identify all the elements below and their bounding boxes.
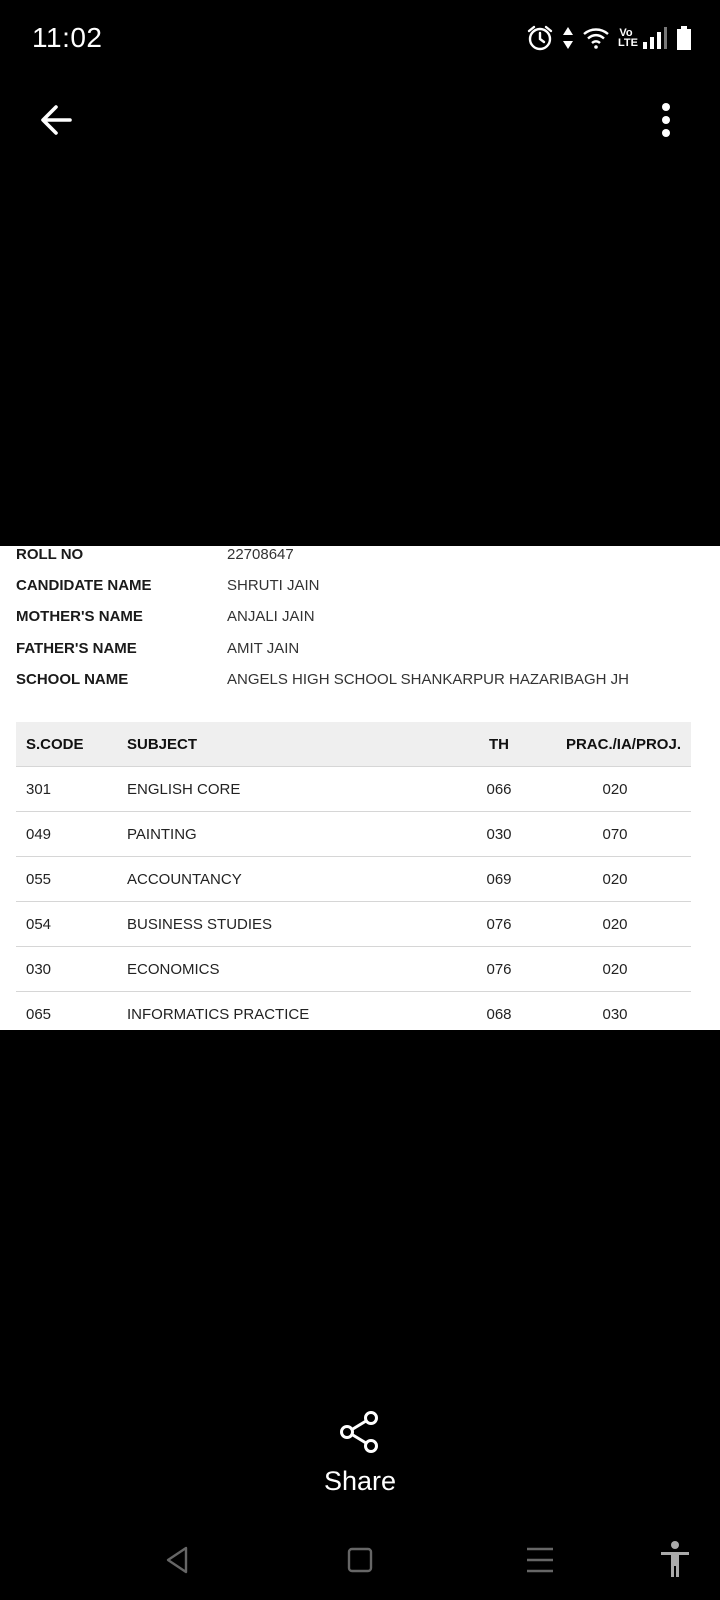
- cell-th: 068: [486, 1006, 512, 1023]
- cell-th: 069: [486, 871, 512, 888]
- volte-top: Vo: [619, 27, 633, 39]
- info-value: AMIT JAIN: [227, 640, 300, 657]
- table-header: [16, 722, 691, 767]
- table-row: [16, 857, 691, 902]
- status-icons: [526, 24, 692, 52]
- table-row: [16, 767, 691, 812]
- nav-recents-button[interactable]: [520, 1540, 560, 1580]
- header-th: TH: [489, 736, 509, 753]
- share-button[interactable]: [310, 1410, 410, 1500]
- share-label: Share: [323, 1466, 397, 1496]
- header-prac: PRAC./IA/PROJ.: [565, 736, 681, 753]
- info-label: FATHER'S NAME: [16, 640, 137, 657]
- volte-icon: [618, 27, 638, 49]
- back-button[interactable]: [34, 96, 82, 144]
- cell-th: 076: [486, 916, 512, 933]
- cell-th: 030: [486, 826, 512, 843]
- alarm-icon: [526, 24, 554, 52]
- more-options-button[interactable]: [642, 96, 690, 144]
- more-vert-icon: [642, 96, 690, 144]
- info-label: MOTHER'S NAME: [16, 608, 143, 625]
- status-bar: [0, 0, 720, 80]
- table-row: [16, 992, 691, 1036]
- cell-code: 301: [26, 781, 52, 798]
- result-document[interactable]: [0, 546, 720, 1030]
- triangle-back-icon: [158, 1540, 198, 1580]
- cell-prac: 070: [602, 826, 628, 843]
- wifi-icon: [582, 26, 610, 50]
- info-label: ROLL NO: [16, 546, 84, 563]
- cell-subject: INFORMATICS PRACTICE: [127, 1006, 310, 1023]
- cell-subject: ENGLISH CORE: [127, 781, 241, 798]
- cell-th: 066: [486, 781, 512, 798]
- cell-prac: 020: [602, 916, 628, 933]
- nav-back-button[interactable]: [158, 1540, 198, 1580]
- cell-prac: 020: [602, 781, 628, 798]
- volte-bottom: LTE: [618, 37, 638, 49]
- top-app-bar: [0, 80, 720, 160]
- accessibility-icon: [655, 1540, 695, 1580]
- nav-home-button[interactable]: [340, 1540, 380, 1580]
- cell-code: 049: [26, 826, 52, 843]
- cell-subject: PAINTING: [127, 826, 197, 843]
- info-label: SCHOOL NAME: [16, 671, 129, 688]
- info-label: CANDIDATE NAME: [16, 577, 152, 594]
- cell-code: 065: [26, 1006, 52, 1023]
- share-icon: [338, 1410, 382, 1454]
- cell-subject: ECONOMICS: [127, 961, 220, 978]
- menu-recents-icon: [520, 1540, 560, 1580]
- cell-code: 030: [26, 961, 52, 978]
- data-activity-icon: [562, 25, 574, 51]
- cell-subject: ACCOUNTANCY: [127, 871, 242, 888]
- cell-subject: BUSINESS STUDIES: [127, 916, 273, 933]
- table-row: [16, 902, 691, 947]
- signal-icon: [642, 26, 668, 50]
- header-subject: SUBJECT: [127, 736, 198, 753]
- navigation-bar: [0, 1520, 720, 1600]
- status-time: 11:02: [32, 22, 103, 53]
- info-value: ANJALI JAIN: [227, 608, 315, 625]
- battery-icon: [676, 25, 692, 51]
- cell-prac: 020: [602, 871, 628, 888]
- marks-table: [16, 722, 691, 1036]
- info-value: ANGELS HIGH SCHOOL SHANKARPUR HAZARIBAGH JH: [227, 671, 630, 688]
- table-row: [16, 947, 691, 992]
- cell-th: 076: [486, 961, 512, 978]
- cell-prac: 020: [602, 961, 628, 978]
- square-home-icon: [340, 1540, 380, 1580]
- table-row: [16, 812, 691, 857]
- cell-prac: 030: [602, 1006, 628, 1023]
- cell-code: 054: [26, 916, 52, 933]
- arrow-left-icon: [34, 96, 82, 144]
- header-code: S.CODE: [26, 736, 84, 753]
- cell-code: 055: [26, 871, 52, 888]
- info-value: 22708647: [227, 546, 294, 563]
- accessibility-button[interactable]: [655, 1540, 695, 1580]
- info-value: SHRUTI JAIN: [227, 577, 320, 594]
